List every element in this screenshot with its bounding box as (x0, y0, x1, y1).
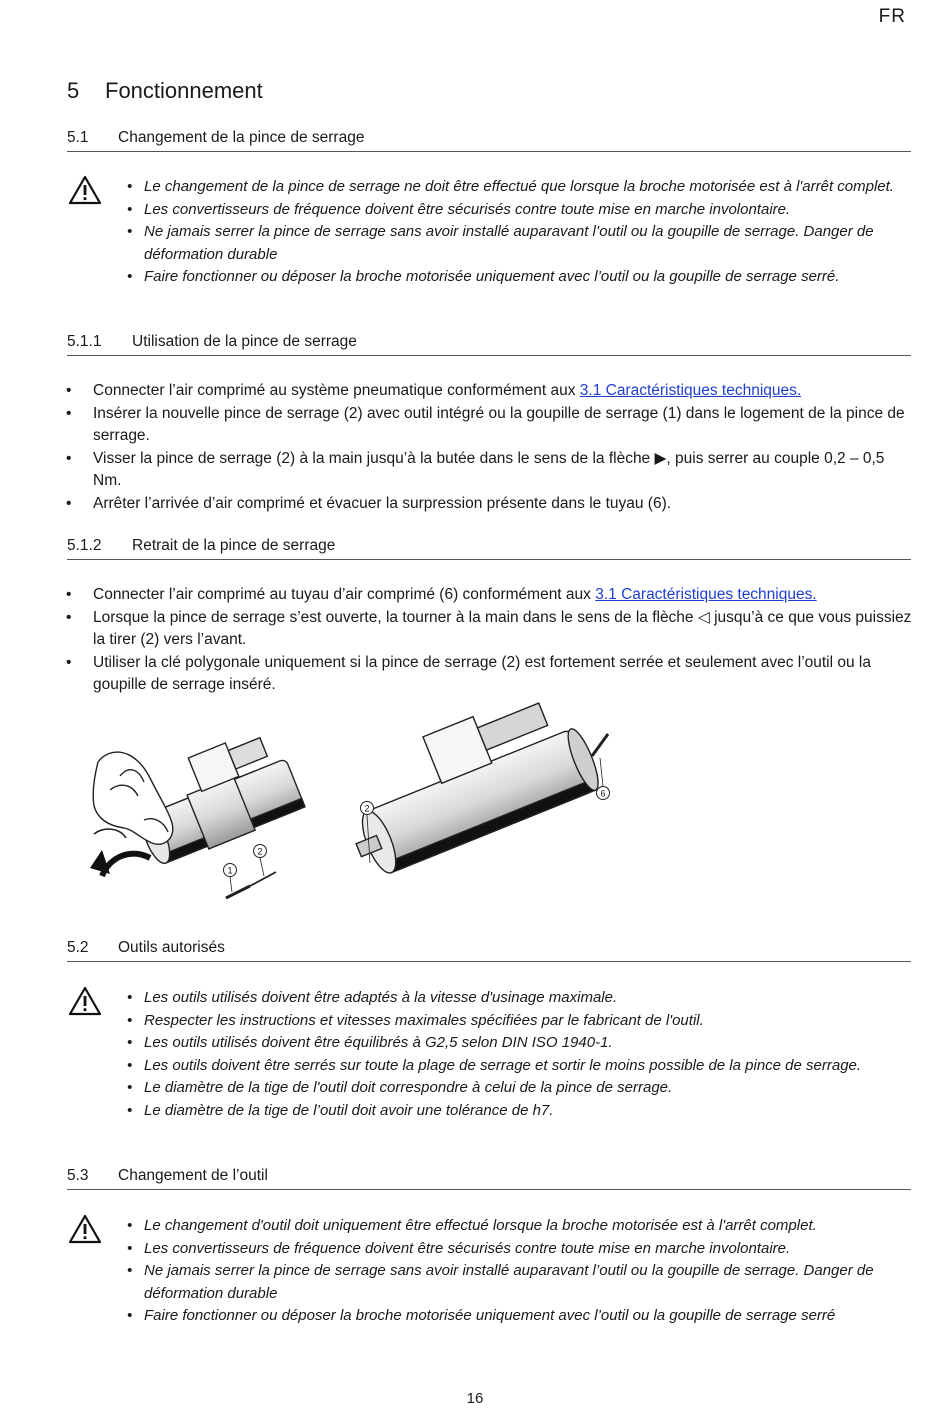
warning-triangle-icon (68, 1214, 102, 1244)
chapter-title: Fonctionnement (105, 78, 263, 103)
list-item: • Visser la pince de serrage (2) à la main jusqu’à la butée dans le sens de la flèche ▶, puis serrer au couple 0,2 – 0,5 Nm. (66, 448, 916, 493)
list-item: • Connecter l’air comprimé au tuyau d’air comprimé (6) conformément aux 3.1 Caractéristiques techniques. (66, 584, 916, 607)
section-heading-5-1-1 (67, 333, 911, 356)
list-item: • Ne jamais serrer la pince de serrage sans avoir installé auparavant l’outil ou la goupille de serrage. Danger de déformation durable (127, 221, 917, 266)
list-item: • Le changement d'outil doit uniquement être effectué lorsque la broche motorisée est à l'arrêt complet. (127, 1215, 917, 1238)
spindle-left (90, 724, 306, 898)
list-item: • Les convertisseurs de fréquence doivent être sécurisés contre toute mise en marche involontaire. (127, 1238, 917, 1261)
section-title: Outils autorisés (118, 939, 225, 956)
svg-text:2: 2 (364, 803, 370, 814)
page-number: 16 (466, 1390, 484, 1407)
section-heading-5-2 (67, 939, 911, 962)
section-number: 5.1.2 (67, 537, 102, 554)
list-item: • Insérer la nouvelle pince de serrage (2) avec outil intégré ou la goupille de serrage (1) dans le logement de la pince de serrage. (66, 403, 916, 448)
section-number: 5.3 (67, 1167, 89, 1184)
callout-1 (224, 864, 237, 893)
chapter-number: 5 (67, 78, 80, 103)
list-item: • Le changement de la pince de serrage ne doit être effectué que lorsque la broche motorisée est à l'arrêt complet. (127, 176, 917, 199)
section-title: Changement de la pince de serrage (118, 129, 365, 146)
warning-triangle-icon (68, 175, 102, 205)
list-item: • Les outils utilisés doivent être adaptés à la vitesse d'usinage maximale. (127, 987, 917, 1010)
svg-text:1: 1 (227, 865, 233, 876)
section-number: 5.2 (67, 939, 89, 956)
list-item: • Les convertisseurs de fréquence doivent être sécurisés contre toute mise en marche involontaire. (127, 199, 917, 222)
arrow-left-outline-icon: ◁ (697, 608, 710, 626)
section-heading-5-1-2 (67, 537, 911, 560)
list-item: • Le diamètre de la tige de l’outil doit avoir une tolérance de h7. (127, 1100, 917, 1123)
list-item: • Utiliser la clé polygonale uniquement si la pince de serrage (2) est fortement serrée et seulement avec l’outil ou la goupille de serrage inséré. (66, 652, 916, 697)
list-item: • Respecter les instructions et vitesses maximales spécifiées par le fabricant de l'outil. (127, 1010, 917, 1033)
list-item: • Les outils doivent être serrés sur toute la plage de serrage et sortir le moins possible de la pince de serrage. (127, 1055, 917, 1078)
list-item: • Faire fonctionner ou déposer la broche motorisée uniquement avec l’outil ou la goupille de serrage serré (127, 1305, 917, 1328)
list-item: • Arrêter l’arrivée d’air comprimé et évacuer la surpression présente dans le tuyau (6). (66, 493, 916, 516)
svg-text:2: 2 (257, 846, 263, 857)
callout-2 (254, 845, 267, 877)
warning-list-5-2 (127, 987, 917, 1122)
section-title: Retrait de la pince de serrage (132, 537, 336, 554)
section-title: Utilisation de la pince de serrage (132, 333, 357, 350)
arrow-right-icon: ▶ (654, 449, 667, 467)
section-heading-5-3 (67, 1167, 911, 1190)
instruction-list-5-1-1 (66, 380, 916, 515)
spindle-right (328, 698, 608, 881)
list-item: • Ne jamais serrer la pince de serrage sans avoir installé auparavant l’outil ou la goupille de serrage. Danger de déformation durable (127, 1260, 917, 1305)
chapter-heading (67, 78, 263, 104)
warning-list-5-1 (127, 176, 917, 289)
language-code: FR (878, 6, 906, 27)
section-heading-5-1 (67, 129, 911, 152)
list-item: • Lorsque la pince de serrage s’est ouverte, la tourner à la main dans le sens de la flèche ◁ jusqu’à ce que vous puissiez la tirer (2) vers l’avant. (66, 607, 916, 652)
section-number: 5.1 (67, 129, 89, 146)
section-number: 5.1.1 (67, 333, 102, 350)
section-title: Changement de l’outil (118, 1167, 268, 1184)
spindle-collet-illustration (80, 698, 620, 913)
technical-specs-link[interactable]: 3.1 Caractéristiques techniques. (579, 382, 802, 399)
warning-triangle-icon (68, 986, 102, 1016)
list-item: • Le diamètre de la tige de l'outil doit correspondre à celui de la pince de serrage. (127, 1077, 917, 1100)
instruction-list-5-1-2 (66, 584, 916, 697)
list-item: • Faire fonctionner ou déposer la broche motorisée uniquement avec l’outil ou la goupille de serrage serré. (127, 266, 917, 289)
svg-text:6: 6 (600, 788, 606, 799)
technical-specs-link[interactable]: 3.1 Caractéristiques techniques. (595, 586, 817, 603)
list-item: • Connecter l’air comprimé au système pneumatique conformément aux 3.1 Caractéristiques techniques. (66, 380, 916, 403)
list-item: • Les outils utilisés doivent être équilibrés à G2,5 selon DIN ISO 1940-1. (127, 1032, 917, 1055)
warning-list-5-3 (127, 1215, 917, 1328)
